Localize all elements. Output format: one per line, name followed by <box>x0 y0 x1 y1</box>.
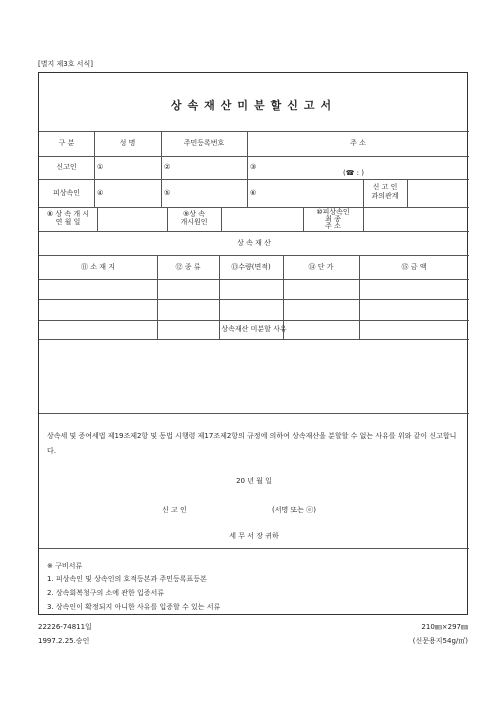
date-line: 20 년 월 일 <box>236 477 272 485</box>
estate-col-amount: ⑮ 금 액 <box>401 263 427 271</box>
relation-label-line1: 신 고 인 <box>372 183 398 191</box>
header-category: 구 분 <box>58 139 75 147</box>
start-date-label-line2: 연 월 일 <box>55 218 81 226</box>
document-item: 1. 피상속인 및 상속인의 호적등본과 주민등록표등본 <box>47 575 207 583</box>
footer-code: 22226-74811일 <box>38 623 92 631</box>
signature-placeholder: (서명 또는 ⓔ) <box>272 506 316 514</box>
estate-col-unit-price: ⑭ 단 가 <box>308 263 334 271</box>
footer-paper: (신문용지54g/㎡) <box>412 637 468 645</box>
reporter-address-marker: ③ <box>250 163 257 171</box>
estate-header: 상 속 재 산 <box>237 239 271 247</box>
last-address-label-line3: 주 소 <box>325 222 341 230</box>
header-resident-number: 주민등록번호 <box>183 139 225 147</box>
last-address-label-line1: ⑩피상속인 <box>316 208 350 216</box>
footer-approval: 1997.2.25.승인 <box>38 637 90 645</box>
start-date-label-line1: ⑧ 상 속 개 시 <box>46 210 90 218</box>
document-item: 3. 상속인이 확정되지 아니한 사유를 입증할 수 있는 서류 <box>47 603 221 611</box>
form-number-label: [별지 제3호 서식] <box>38 60 93 68</box>
start-cause-label-line1: ⑨상 속 <box>182 210 206 218</box>
form-title: 상속재산미분할신고서 <box>170 99 338 112</box>
reporter-label: 신고인 <box>56 163 77 171</box>
reporter-name-marker: ① <box>97 163 104 171</box>
inheritance-report-form <box>38 72 468 615</box>
addressee: 세 무 서 장 귀하 <box>229 532 279 540</box>
start-cause-label-line2: 개시원인 <box>180 218 208 226</box>
relation-label-line2: 과의관계 <box>371 192 399 200</box>
header-address: 주 소 <box>350 139 366 147</box>
last-address-label-line2: 최 종 <box>325 215 341 223</box>
footer-size: 210㎜×297㎜ <box>421 623 468 631</box>
reason-header: 상속재산 미분할 사유 <box>221 325 287 333</box>
estate-col-quantity: ⑬수량(면적) <box>231 263 271 271</box>
document-item: 2. 상속회복청구의 소에 관한 입증서류 <box>47 589 165 597</box>
reporter-id-marker: ② <box>164 163 171 171</box>
decedent-label: 피상속인 <box>52 189 81 197</box>
decedent-address-marker: ⑥ <box>250 189 257 197</box>
signer-label: 신 고 인 <box>162 506 187 514</box>
estate-col-type: ⑫ 종 류 <box>175 263 201 271</box>
declaration-statement: 상속세 및 증여세법 제19조제2항 및 동법 시행령 제17조제2항의 규정에 의하여 상속재산을 분할할 수 없는 사유를 위와 같이 신고합니다. <box>47 432 457 455</box>
decedent-name-marker: ④ <box>97 189 104 197</box>
documents-title: ※ 구비서류 <box>47 562 83 570</box>
estate-col-location: ⑪ 소 재 지 <box>81 263 115 271</box>
header-name: 성 명 <box>119 139 136 147</box>
decedent-id-marker: ⑤ <box>164 189 171 197</box>
reporter-phone: (☎ : ) <box>343 169 364 177</box>
